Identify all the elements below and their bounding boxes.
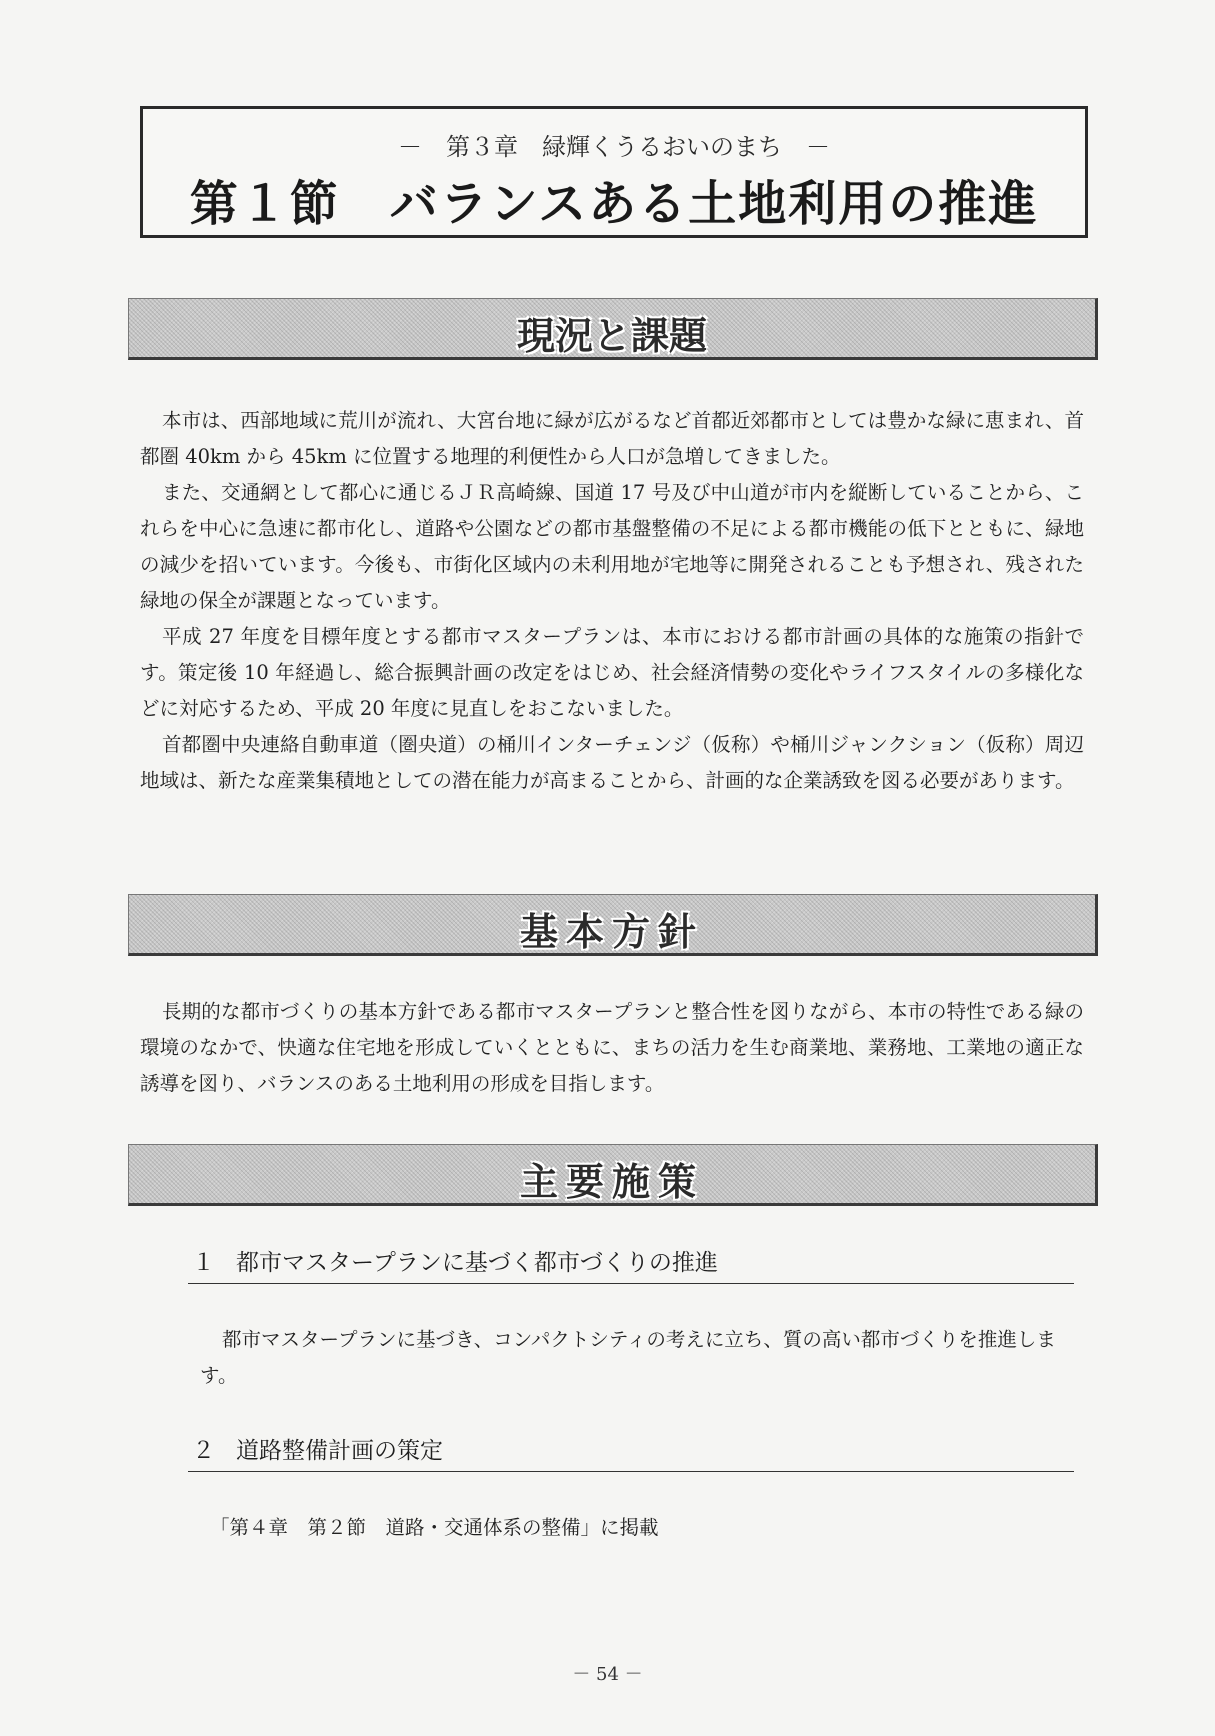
measure-heading-1: [188, 1244, 1074, 1284]
current-paragraph-1: 本市は、西部地域に荒川が流れ、大宮台地に緑が広がるなど首都近郊都市としては豊かな緑に恵まれ、首都圏 40km から 45km に位置する地理的利便性から人口が急増してきました。: [140, 409, 1084, 468]
measure-text-2: 「第４章 第２節 道路・交通体系の整備」に掲載: [210, 1516, 659, 1539]
measure-text-1: 都市マスタープランに基づき、コンパクトシティの考えに立ち、質の高い都市づくりを推進します。: [200, 1328, 1056, 1387]
policy-paragraph: 長期的な都市づくりの基本方針である都市マスタープランと整合性を図りながら、本市の特性である緑の環境のなかで、快適な住宅地を形成していくとともに、まちの活力を生む商業地、業務地、工業地の適正な誘導を図り、バランスのある土地利用の形成を目指します。: [140, 1000, 1084, 1095]
banner-current-issues-label: 現況と課題: [516, 314, 707, 358]
banner-basic-policy: [128, 894, 1098, 956]
current-paragraph-2: また、交通網として都心に通じるＪＲ高崎線、国道 17 号及び中山道が市内を縦断していることから、これらを中心に急速に都市化し、道路や公園などの都市基盤整備の不足による都市機能の低下とともに、緑地の減少を招いています。今後も、市街化区域内の未利用地が宅地等に開発されることも予想され、残された緑地の保全が課題となっています。: [140, 481, 1084, 612]
current-paragraph-4: 首都圏中央連絡自動車道（圏央道）の桶川インターチェンジ（仮称）や桶川ジャンクション（仮称）周辺地域は、新たな産業集積地としての潜在能力が高まることから、計画的な企業誘致を図る必要があります。: [140, 733, 1084, 792]
banner-main-measures: [128, 1144, 1098, 1206]
measure-title-2: 道路整備計画の策定: [236, 1438, 443, 1464]
measure-heading-2: [188, 1432, 1074, 1472]
measure-title-1: 都市マスタープランに基づく都市づくりの推進: [236, 1250, 718, 1276]
banner-current-issues: [128, 298, 1098, 360]
chapter-title: － 第３章 緑輝くうるおいのまち －: [398, 133, 830, 161]
measure-number-1: １: [192, 1250, 215, 1276]
banner-main-measures-label: 主要施策: [519, 1160, 704, 1204]
measure-number-2: ２: [192, 1438, 215, 1464]
page-number: － 54 －: [572, 1664, 643, 1685]
section-title: 第１節 バランスある土地利用の推進: [189, 176, 1039, 232]
current-paragraph-3: 平成 27 年度を目標年度とする都市マスタープランは、本市における都市計画の具体的な施策の指針です。策定後 10 年経過し、総合振興計画の改定をはじめ、社会経済情勢の変化やライフスタイルの多様化などに対応するため、平成 20 年度に見直しをおこないました。: [140, 625, 1084, 720]
banner-basic-policy-label: 基本方針: [519, 910, 704, 954]
title-box: [140, 106, 1088, 238]
